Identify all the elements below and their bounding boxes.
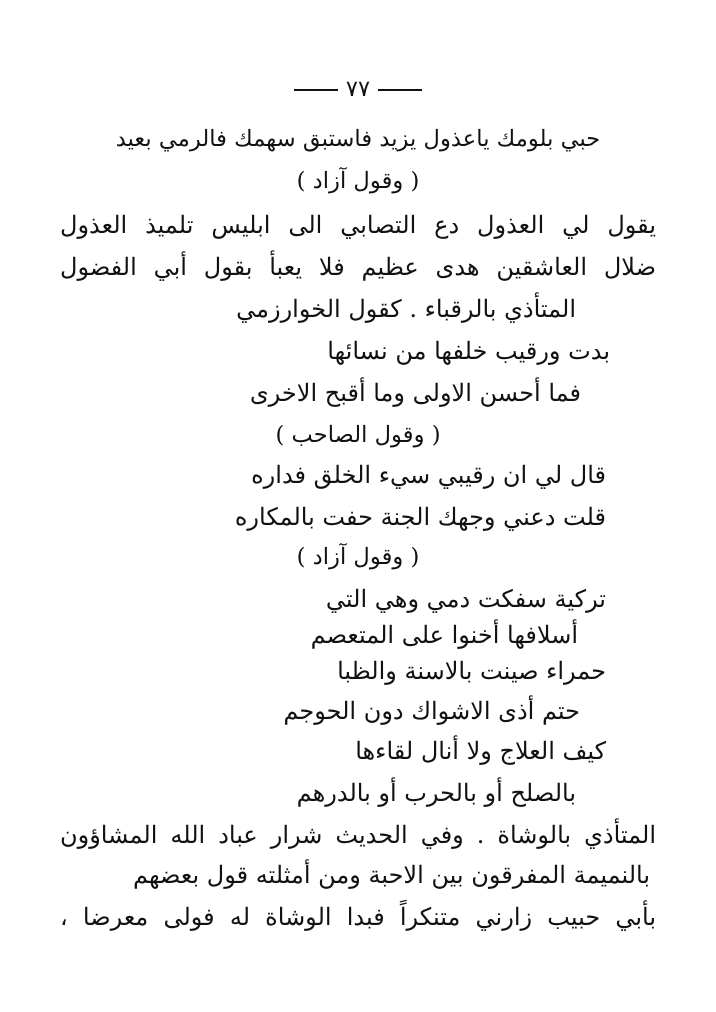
text-line-3: يقول لي العذول دع التصابي الى ابليس تلميذ العذول: [60, 211, 656, 239]
text-line-1: حبي بلومك ياعذول يزيد فاستبق سهمك فالرمي بعيد: [115, 126, 601, 152]
text-line-12: تركية سفكت دمي وهي التي: [325, 585, 606, 613]
header-dash-right: [378, 89, 422, 91]
text-line-18: المتأذي بالوشاة . وفي الحديث شرار عباد الله المشاؤون: [60, 821, 656, 849]
text-line-7: فما أحسن الاولى وما أقبح الاخرى: [249, 379, 581, 407]
text-line-11: ( وقول آزاد ): [296, 544, 420, 570]
text-line-16: كيف العلاج ولا أنال لقاءها: [355, 737, 606, 765]
text-line-20: بأبي حبيب زارني متنكراً فبدا الوشاة له فولى معرضا ،: [60, 903, 656, 931]
text-line-5: المتأذي بالرقباء . كقول الخوارزمي: [236, 295, 576, 323]
page-number: ٧٧: [345, 76, 371, 102]
page-header: [0, 72, 716, 106]
text-line-9: قال لي ان رقيبي سيء الخلق فداره: [251, 461, 606, 489]
text-line-14: حمراء صينت بالاسنة والظبا: [337, 657, 606, 685]
text-line-10: قلت دعني وجهك الجنة حفت بالمكاره: [234, 503, 606, 531]
text-line-17: بالصلح أو بالحرب أو بالدرهم: [296, 779, 576, 807]
text-line-2: ( وقول آزاد ): [296, 168, 420, 194]
text-line-13: أسلافها أخنوا على المتعصم: [310, 621, 578, 649]
header-dash-left: [294, 89, 338, 91]
text-line-19: بالنميمة المفرقون بين الاحبة ومن أمثلته قول بعضهم: [133, 861, 650, 889]
text-line-4: ضلال العاشقين هدى عظيم فلا يعبأ بقول أبي الفضول: [60, 253, 656, 281]
text-line-6: بدت ورقيب خلفها من نسائها: [327, 337, 610, 365]
text-line-15: حتم أذى الاشواك دون الحوجم: [283, 697, 580, 725]
text-line-8: ( وقول الصاحب ): [275, 422, 441, 448]
